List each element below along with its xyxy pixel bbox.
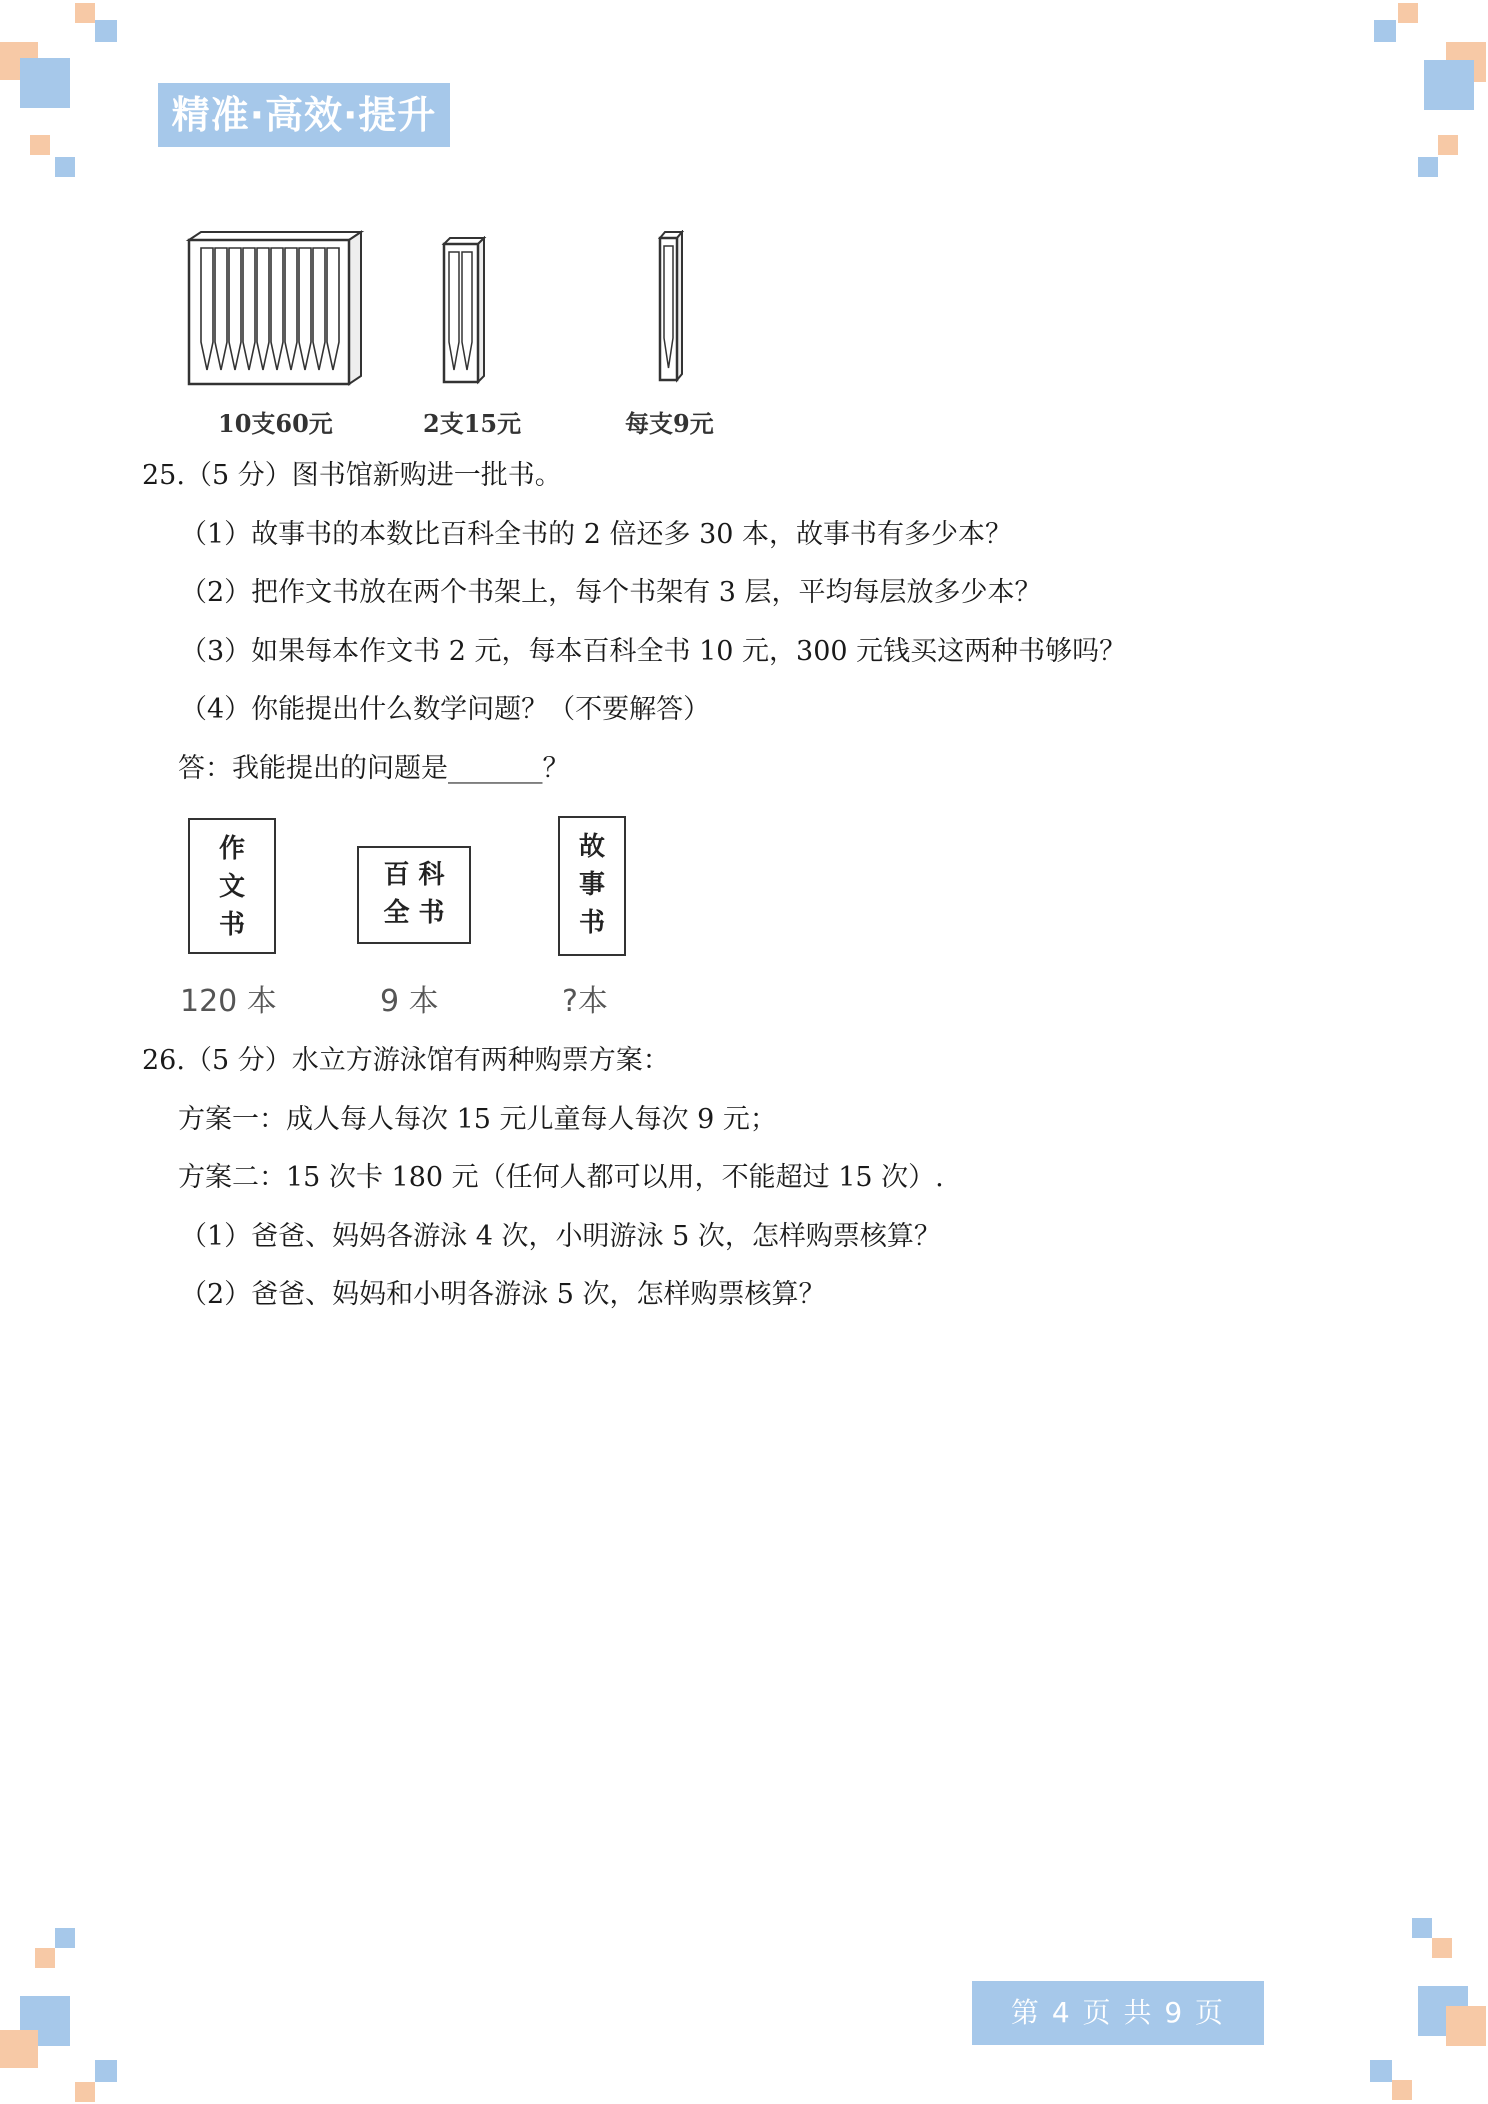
book-label-line: 事: [578, 870, 605, 900]
pen-caption-ten: 10支60元: [218, 409, 333, 438]
header-badge: 精准·高效·提升: [158, 83, 450, 147]
book-box-story: [558, 816, 626, 956]
pen-box-two-icon: [440, 236, 488, 386]
book-caption-composition: 120 本: [180, 984, 277, 1019]
book-caption-encyclopedia: 9 本: [380, 984, 439, 1019]
question-25-item-4: （4）你能提出什么数学问题？（不要解答）: [180, 694, 711, 725]
question-26-plan-2: 方案二：15 次卡 180 元（任何人都可以用，不能超过 15 次）.: [178, 1162, 944, 1193]
pen-caption-single: 每支9元: [625, 409, 714, 438]
book-caption-story: ?本: [562, 984, 608, 1019]
book-label-line: 故: [578, 832, 605, 862]
question-26-plan-1: 方案一：成人每人每次 15 元儿童每人每次 9 元；: [178, 1104, 777, 1135]
question-25-item-2: （2）把作文书放在两个书架上，每个书架有 3 层，平均每层放多少本？: [180, 577, 1042, 608]
question-25-title: 25.（5 分）图书馆新购进一批书。: [142, 460, 562, 491]
question-26-item-1: （1）爸爸、妈妈各游泳 4 次，小明游泳 5 次，怎样购票核算？: [180, 1221, 941, 1252]
book-label-line: 书: [218, 910, 245, 940]
question-25-item-3: （3）如果每本作文书 2 元，每本百科全书 10 元，300 元钱买这两种书够吗？: [180, 636, 1127, 667]
question-25-item-1: （1）故事书的本数比百科全书的 2 倍还多 30 本，故事书有多少本？: [180, 519, 1013, 550]
book-label-line: 全 书: [383, 898, 445, 928]
book-label-line: 书: [578, 908, 605, 938]
book-box-encyclopedia: [357, 846, 471, 944]
question-25-answer: 答：我能提出的问题是_______？: [178, 753, 570, 784]
page-number-badge: 第 4 页 共 9 页: [972, 1981, 1264, 2045]
question-26-item-2: （2）爸爸、妈妈和小明各游泳 5 次，怎样购票核算？: [180, 1279, 826, 1310]
single-pen-icon: [656, 230, 686, 384]
book-label-line: 百 科: [383, 860, 445, 890]
book-label-line: 作: [218, 834, 245, 864]
pen-box-ten-icon: [185, 230, 365, 388]
pen-caption-two: 2支15元: [423, 409, 522, 438]
book-box-composition: [188, 818, 276, 954]
question-26-title: 26.（5 分）水立方游泳馆有两种购票方案：: [142, 1045, 670, 1076]
book-label-line: 文: [218, 872, 245, 902]
